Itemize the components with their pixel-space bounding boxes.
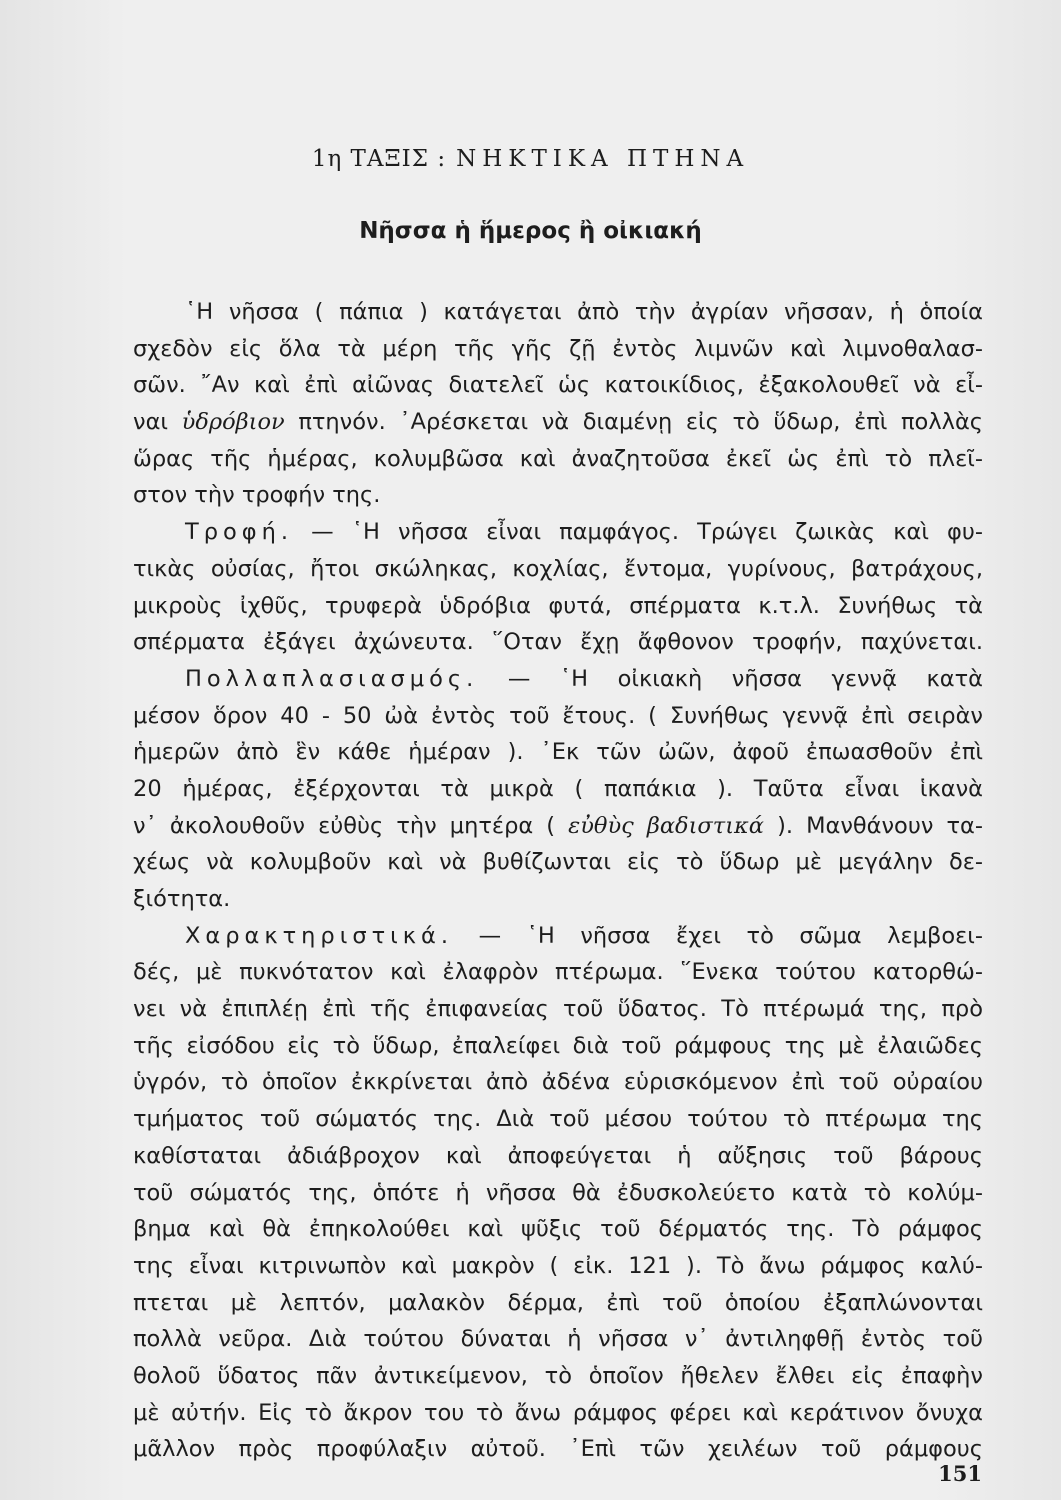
section-title: Νῆσσα ἡ ἥμερος ἢ οἰκιακή (359, 218, 702, 244)
italic-term: ὑδρόβιον (181, 409, 285, 436)
text-line: ξιότητα. (133, 886, 231, 912)
text-line: ὥρας τῆς ἡμέρας, κολυμβῶσα καὶ ἀναζητοῦσα ἐκεῖ ὡς ἐπὶ τὸ πλεῖ- (133, 445, 983, 472)
text-line (133, 918, 983, 955)
text-run: — ῾Η οἰκιακὴ νῆσσα γεννᾷ κατὰ (507, 665, 983, 692)
text-line: καθίσταται ἀδιάβροχον καὶ ἀποφεύγεται ἡ αὔξησις τοῦ βάρους (133, 1142, 983, 1169)
subsection-label-characteristics: Χαρακτηριστικά. (185, 922, 453, 949)
text-line: της εἶναι κιτρινωπὸν καὶ μακρὸν ( εἰκ. 121 ). Τὸ ἄνω ράμφος καλύ- (133, 1252, 983, 1279)
italic-term: εὐθὺς βαδιστικά (568, 812, 764, 839)
text-line: σπέρματα ἐξάγει ἀχώνευτα. ῞Οταν ἔχῃ ἄφθονον τροφήν, παχύνεται. (133, 629, 983, 656)
text-line: μέσον ὅρον 40 - 50 ὠὰ ἐντὸς τοῦ ἔτους. ( Συνήθως γεννᾷ ἐπὶ σειρὰν (133, 702, 983, 729)
text-line: δές, μὲ πυκνότατον καὶ ἐλαφρὸν πτέρωμα. ῞Ενεκα τούτου κατορθώ- (133, 959, 983, 986)
text-line: πτεται μὲ λεπτόν, μαλακὸν δέρμα, ἐπὶ τοῦ ὁποίου ἐξαπλώνονται (133, 1289, 983, 1316)
text-line: τμήματος τοῦ σώματός της. Διὰ τοῦ μέσου τούτου τὸ πτέρωμα της (133, 1106, 983, 1133)
text-run: — ῾Η νῆσσα ἔχει τὸ σῶμα λεμβοει- (478, 922, 984, 949)
text-line: βημα καὶ θὰ ἐπηκολούθει καὶ ψῦξις τοῦ δέρματός της. Τὸ ράμφος (133, 1216, 983, 1243)
text-line: ὑγρόν, τὸ ὁποῖον ἐκκρίνεται ἀπὸ ἀδένα εὑρισκόμενον ἐπὶ τοῦ οὐραίου (133, 1069, 983, 1096)
body-text (133, 294, 983, 1468)
text-line (133, 808, 983, 845)
subsection-label-reproduction: Πολλαπλασιασμός. (185, 665, 479, 692)
text-line: τικὰς οὐσίας, ἤτοι σκώληκας, κοχλίας, ἔντομα, γυρίνους, βατράχους, (133, 555, 983, 582)
text-run: ). Μανθάνουν τα- (777, 812, 983, 839)
text-line (133, 514, 983, 551)
text-line: σῶν. ῎Αν καὶ ἐπὶ αἰῶνας διατελεῖ ὡς κατοικίδιος, ἐξακολουθεῖ νὰ εἶ- (133, 372, 983, 399)
text-line: 20 ἡμέρας, ἐξέρχονται τὰ μικρὰ ( παπάκια ). Ταῦτα εἶναι ἱκανὰ (133, 775, 983, 802)
text-line: μᾶλλον πρὸς προφύλαξιν αὐτοῦ. ᾿Επὶ τῶν χειλέων τοῦ ράμφους (133, 1436, 983, 1463)
text-line: ἡμερῶν ἀπὸ ἓν κάθε ἡμέραν ). ᾿Εκ τῶν ὠῶν, ἀφοῦ ἐπωασθοῦν ἐπὶ (133, 739, 983, 766)
chapter-heading-prefix: 1η ΤΑΞΙΣ : (311, 146, 447, 172)
text-run: πτηνόν. ᾿Αρέσκεται νὰ διαμένῃ εἰς τὸ ὕδωρ, ἐπὶ πολλὰς (298, 409, 983, 436)
subsection-label-feeding: Τροφή. (185, 519, 294, 546)
text-line (133, 661, 983, 698)
text-run: ν᾽ ἀκολουθοῦν εὐθὺς τὴν μητέρα ( (133, 812, 556, 839)
text-line (133, 404, 983, 441)
text-line: στον τὴν τροφήν της. (133, 482, 381, 509)
text-run: — ῾Η νῆσσα εἶναι παμφάγος. Τρώγει ζωικὰς καὶ φυ- (311, 519, 984, 546)
text-line: θολοῦ ὕδατος πᾶν ἀντικείμενον, τὸ ὁποῖον ἤθελεν ἔλθει εἰς ἐπαφὴν (133, 1362, 983, 1389)
page-number: 151 (938, 1461, 982, 1486)
chapter-heading-title: ΝΗΚΤΙΚΑ ΠΤΗΝΑ (456, 146, 750, 172)
text-line: νει νὰ ἐπιπλέῃ ἐπὶ τῆς ἐπιφανείας τοῦ ὕδατος. Τὸ πτέρωμά της, πρὸ (133, 996, 983, 1023)
text-line: ῾Η νῆσσα ( πάπια ) κατάγεται ἀπὸ τὴν ἀγρίαν νῆσσαν, ἡ ὁποία (185, 299, 983, 325)
text-line: πολλὰ νεῦρα. Διὰ τούτου δύναται ἡ νῆσσα ν᾽ ἀντιληφθῇ ἐντὸς τοῦ (133, 1326, 983, 1353)
text-line: μικροὺς ἰχθῦς, τρυφερὰ ὑδρόβια φυτά, σπέρματα κ.τ.λ. Συνήθως τὰ (133, 592, 983, 619)
text-line: σχεδὸν εἰς ὅλα τὰ μέρη τῆς γῆς ζῇ ἐντὸς λιμνῶν καὶ λιμνοθαλασ- (133, 335, 983, 362)
text-line: τῆς εἰσόδου εἰς τὸ ὕδωρ, ἐπαλείφει διὰ τοῦ ράμφους της μὲ ἐλαιῶδες (133, 1032, 983, 1059)
text-run: ναι (133, 409, 169, 436)
chapter-heading (0, 146, 1061, 172)
text-line: μὲ αὐτήν. Εἰς τὸ ἄκρον του τὸ ἄνω ράμφος φέρει καὶ κεράτινον ὄνυχα (133, 1399, 983, 1426)
text-line: τοῦ σώματός της, ὁπότε ἡ νῆσσα θὰ ἐδυσκολεύετο κατὰ τὸ κολύμ- (133, 1179, 983, 1206)
text-line: χέως νὰ κολυμβοῦν καὶ νὰ βυθίζωνται εἰς τὸ ὕδωρ μὲ μεγάλην δε- (133, 849, 983, 876)
